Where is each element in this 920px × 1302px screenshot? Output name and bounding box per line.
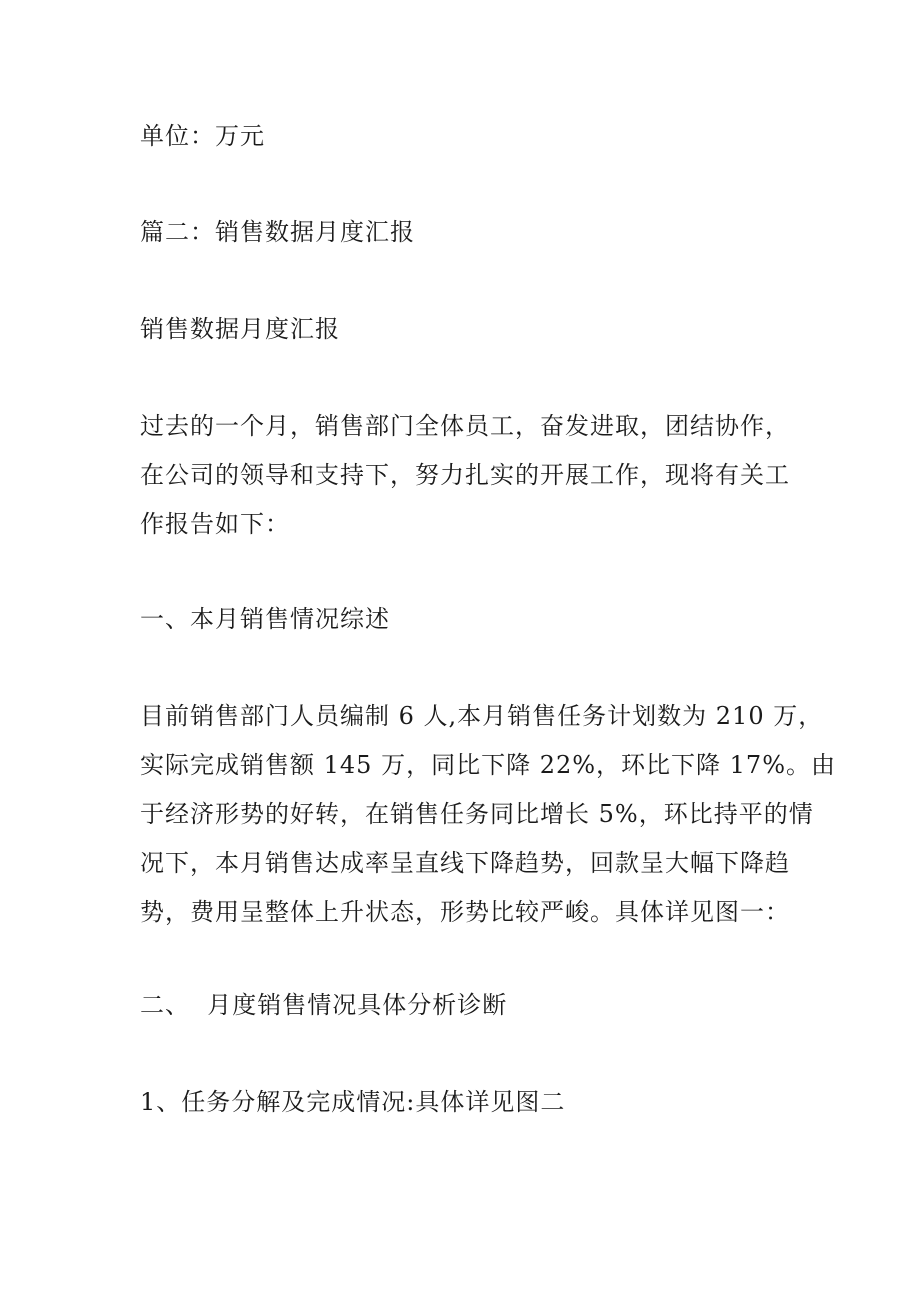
intro-line: 在公司的领导和支持下，努力扎实的开展工作，现将有关工 <box>140 461 790 489</box>
intro-line: 作报告如下： <box>140 510 290 538</box>
unit-line: 单位：万元 <box>140 122 265 150</box>
section-one-body <box>140 692 837 937</box>
part-two-title: 篇二：销售数据月度汇报 <box>140 218 415 246</box>
body-line: 于经济形势的好转，在销售任务同比增长 5%，环比持平的情 <box>140 800 814 828</box>
subsection-one-heading: 1、任务分解及完成情况:具体详见图二 <box>140 1088 566 1116</box>
intro-paragraph <box>140 402 805 549</box>
intro-line: 过去的一个月，销售部门全体员工，奋发进取，团结协作， <box>140 412 790 440</box>
section-one-heading: 一、本月销售情况综述 <box>140 605 390 633</box>
report-title: 销售数据月度汇报 <box>140 315 340 343</box>
body-line: 势，费用呈整体上升状态，形势比较严峻。具体详见图一： <box>140 898 790 926</box>
body-line: 实际完成销售额 145 万，同比下降 22%，环比下降 17%。由 <box>140 751 837 779</box>
body-line: 目前销售部门人员编制 6 人,本月销售任务计划数为 210 万， <box>140 702 824 730</box>
section-two-heading: 二、 月度销售情况具体分析诊断 <box>140 991 508 1019</box>
body-line: 况下，本月销售达成率呈直线下降趋势，回款呈大幅下降趋 <box>140 849 790 877</box>
